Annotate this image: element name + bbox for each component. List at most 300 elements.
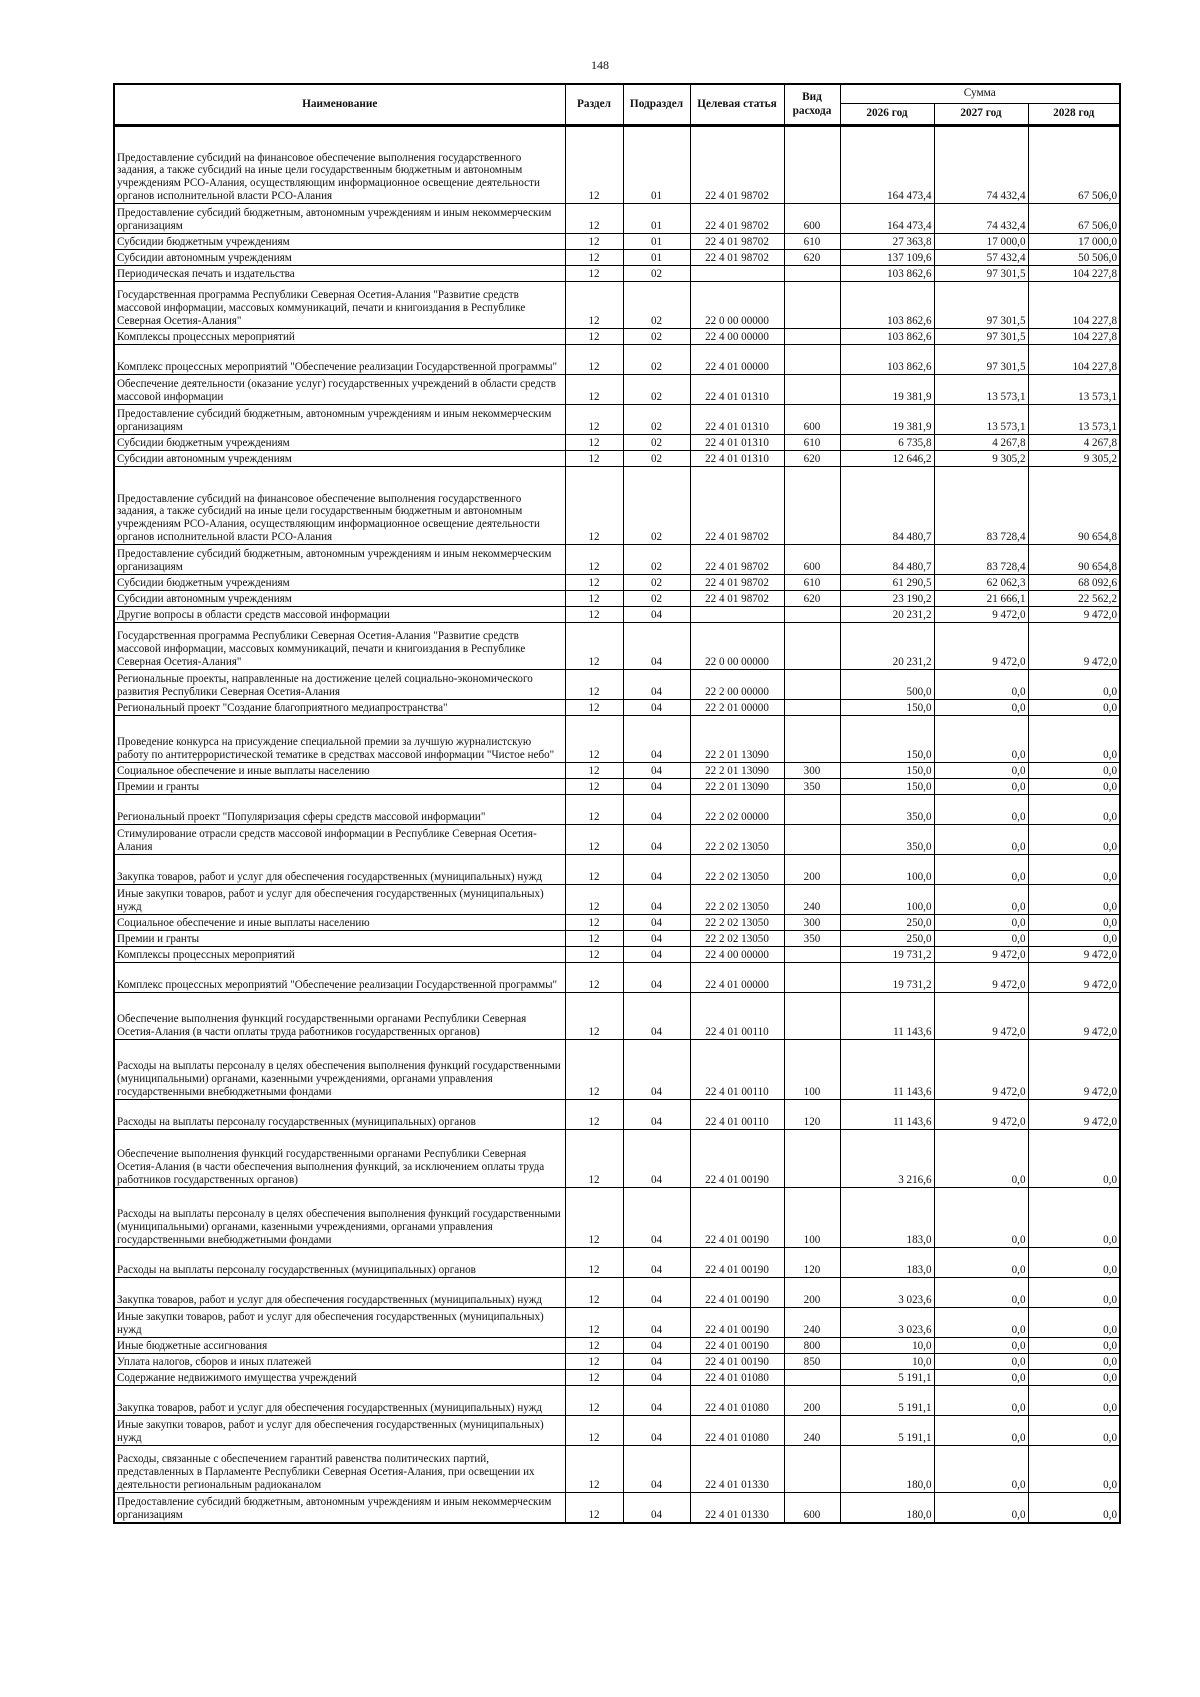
row-target: 22 4 01 98702: [690, 575, 784, 591]
row-subsection: 04: [623, 795, 690, 825]
row-name: Обеспечение деятельности (оказание услуг) государственных учреждений в области средств массовой информации: [114, 375, 565, 405]
row-target: 22 4 01 00110: [690, 1040, 784, 1100]
row-expense-type: 610: [784, 435, 840, 451]
row-sum-2026: 11 143,6: [840, 1040, 934, 1100]
row-target: [690, 266, 784, 282]
row-name: Социальное обеспечение и иные выплаты населению: [114, 763, 565, 779]
row-expense-type: [784, 1130, 840, 1188]
row-section: 12: [565, 1100, 623, 1130]
row-name: Уплата налогов, сборов и иных платежей: [114, 1354, 565, 1370]
row-sum-2026: 500,0: [840, 670, 934, 700]
row-sum-2026: 250,0: [840, 931, 934, 947]
row-sum-2027: 74 432,4: [934, 126, 1028, 204]
row-expense-type: [784, 825, 840, 855]
row-name: Субсидии бюджетным учреждениям: [114, 234, 565, 250]
row-name: Стимулирование отрасли средств массовой информации в Республике Северная Осетия-Алания: [114, 825, 565, 855]
row-section: 12: [565, 931, 623, 947]
row-name: Предоставление субсидий на финансовое обеспечение выполнения государственного задания, а также субсидий на иные цели государственным бюджетным и автономным учреждениям РСО-Алания, осуществляющим информационное освещение деятельности органов исполнительной власти РСО-Алания: [114, 126, 565, 204]
row-target: 22 0 00 00000: [690, 623, 784, 670]
row-section: 12: [565, 763, 623, 779]
row-subsection: 04: [623, 1040, 690, 1100]
row-subsection: 04: [623, 1278, 690, 1308]
row-subsection: 01: [623, 234, 690, 250]
row-sum-2028: 0,0: [1028, 670, 1120, 700]
row-sum-2026: 164 473,4: [840, 126, 934, 204]
table-row: [114, 282, 1120, 329]
table-row: [114, 700, 1120, 716]
row-sum-2026: 61 290,5: [840, 575, 934, 591]
row-sum-2028: 4 267,8: [1028, 435, 1120, 451]
row-expense-type: 600: [784, 204, 840, 234]
row-expense-type: 120: [784, 1248, 840, 1278]
table-row: [114, 1354, 1120, 1370]
row-sum-2027: 9 472,0: [934, 1100, 1028, 1130]
row-sum-2026: 350,0: [840, 795, 934, 825]
row-section: 12: [565, 1308, 623, 1338]
row-name: Иные закупки товаров, работ и услуг для обеспечения государственных (муниципальных) нужд: [114, 1416, 565, 1446]
row-subsection: 04: [623, 1248, 690, 1278]
table-row: [114, 1338, 1120, 1354]
row-sum-2027: 9 472,0: [934, 1040, 1028, 1100]
row-section: 12: [565, 963, 623, 993]
row-sum-2027: 9 305,2: [934, 451, 1028, 467]
row-subsection: 04: [623, 607, 690, 623]
row-sum-2026: 180,0: [840, 1493, 934, 1523]
row-section: 12: [565, 591, 623, 607]
row-name: Расходы, связанные с обеспечением гарантий равенства политических партий, представленных в Парламенте Республики Северная Осетия-Алания, при освещении их деятельности региональным радиоканалом: [114, 1446, 565, 1493]
row-sum-2027: 9 472,0: [934, 607, 1028, 623]
row-name: Предоставление субсидий на финансовое обеспечение выполнения государственного задания, а также субсидий на иные цели государственным бюджетным и автономным учреждениям РСО-Алания, осуществляющим информационное освещение деятельности органов исполнительной власти РСО-Алания: [114, 467, 565, 545]
row-sum-2026: 150,0: [840, 763, 934, 779]
row-target: 22 4 01 00190: [690, 1338, 784, 1354]
row-sum-2026: 150,0: [840, 779, 934, 795]
row-sum-2026: 103 862,6: [840, 329, 934, 345]
row-sum-2027: 0,0: [934, 915, 1028, 931]
row-section: 12: [565, 885, 623, 915]
row-sum-2027: 9 472,0: [934, 623, 1028, 670]
row-expense-type: 200: [784, 855, 840, 885]
row-section: 12: [565, 435, 623, 451]
row-sum-2027: 57 432,4: [934, 250, 1028, 266]
row-subsection: 04: [623, 1308, 690, 1338]
row-sum-2028: 0,0: [1028, 1386, 1120, 1416]
row-subsection: 01: [623, 250, 690, 266]
row-target: 22 4 01 01330: [690, 1493, 784, 1523]
row-expense-type: 240: [784, 1416, 840, 1446]
row-target: 22 4 00 00000: [690, 329, 784, 345]
row-sum-2027: 4 267,8: [934, 435, 1028, 451]
row-target: 22 4 00 00000: [690, 947, 784, 963]
row-name: Проведение конкурса на присуждение специальной премии за лучшую журналистскую работу по антитеррористической тематике в средствах массовой информации "Чистое небо": [114, 716, 565, 763]
table-row: [114, 1386, 1120, 1416]
row-section: 12: [565, 779, 623, 795]
row-name: Предоставление субсидий бюджетным, автономным учреждениям и иным некоммерческим организациям: [114, 405, 565, 435]
row-target: 22 2 02 00000: [690, 795, 784, 825]
row-sum-2027: 13 573,1: [934, 375, 1028, 405]
row-sum-2027: 0,0: [934, 670, 1028, 700]
row-expense-type: 600: [784, 545, 840, 575]
row-sum-2026: 19 381,9: [840, 405, 934, 435]
row-section: 12: [565, 451, 623, 467]
row-sum-2027: 0,0: [934, 1278, 1028, 1308]
row-expense-type: 350: [784, 931, 840, 947]
row-sum-2028: 9 472,0: [1028, 963, 1120, 993]
row-subsection: 04: [623, 1100, 690, 1130]
row-subsection: 02: [623, 266, 690, 282]
row-name: Содержание недвижимого имущества учреждений: [114, 1370, 565, 1386]
row-subsection: 02: [623, 345, 690, 375]
row-section: 12: [565, 126, 623, 204]
row-target: 22 2 01 13090: [690, 763, 784, 779]
row-sum-2027: 9 472,0: [934, 993, 1028, 1040]
row-subsection: 04: [623, 885, 690, 915]
row-sum-2027: 0,0: [934, 885, 1028, 915]
row-name: Региональный проект "Популяризация сферы средств массовой информации": [114, 795, 565, 825]
row-expense-type: [784, 993, 840, 1040]
row-subsection: 04: [623, 825, 690, 855]
row-target: 22 0 00 00000: [690, 282, 784, 329]
row-expense-type: [784, 670, 840, 700]
row-sum-2027: 62 062,3: [934, 575, 1028, 591]
row-name: Расходы на выплаты персоналу в целях обеспечения выполнения функций государственными (муниципальными) органами, казенными учреждениями, органами управления государственными внебюджетными фондами: [114, 1188, 565, 1248]
row-sum-2026: 3 216,6: [840, 1130, 934, 1188]
row-subsection: 02: [623, 451, 690, 467]
row-sum-2028: 13 573,1: [1028, 375, 1120, 405]
row-sum-2026: 150,0: [840, 716, 934, 763]
row-sum-2027: 83 728,4: [934, 467, 1028, 545]
row-section: 12: [565, 623, 623, 670]
row-name: Региональный проект "Создание благоприятного медиапространства": [114, 700, 565, 716]
row-sum-2026: 11 143,6: [840, 993, 934, 1040]
row-sum-2027: 0,0: [934, 1386, 1028, 1416]
row-target: 22 4 01 01080: [690, 1386, 784, 1416]
row-subsection: 02: [623, 405, 690, 435]
row-target: 22 4 01 01080: [690, 1370, 784, 1386]
row-name: Обеспечение выполнения функций государственными органами Республики Северная Осетия-Алания (в части обеспечения выполнения функций, за исключением оплаты труда работников государственных органов): [114, 1130, 565, 1188]
row-subsection: 02: [623, 435, 690, 451]
row-sum-2026: 27 363,8: [840, 234, 934, 250]
row-name: Иные закупки товаров, работ и услуг для обеспечения государственных (муниципальных) нужд: [114, 885, 565, 915]
row-sum-2028: 104 227,8: [1028, 266, 1120, 282]
row-sum-2026: 20 231,2: [840, 623, 934, 670]
budget-table: [113, 83, 1121, 1524]
row-sum-2027: 21 666,1: [934, 591, 1028, 607]
row-expense-type: [784, 345, 840, 375]
row-sum-2028: 0,0: [1028, 1248, 1120, 1278]
row-expense-type: 100: [784, 1188, 840, 1248]
row-sum-2028: 0,0: [1028, 931, 1120, 947]
row-sum-2027: 97 301,5: [934, 329, 1028, 345]
row-name: Государственная программа Республики Северная Осетия-Алания "Развитие средств массовой информации, массовых коммуникаций, печати и книгоиздания в Республике Северная Осетия-Алания": [114, 282, 565, 329]
row-target: 22 4 01 01310: [690, 435, 784, 451]
row-sum-2028: 22 562,2: [1028, 591, 1120, 607]
row-target: 22 4 01 00190: [690, 1278, 784, 1308]
row-sum-2028: 90 654,8: [1028, 467, 1120, 545]
row-section: 12: [565, 345, 623, 375]
table-row: [114, 607, 1120, 623]
table-row: [114, 266, 1120, 282]
row-name: Комплексы процессных мероприятий: [114, 947, 565, 963]
row-name: Закупка товаров, работ и услуг для обеспечения государственных (муниципальных) нужд: [114, 1386, 565, 1416]
row-sum-2028: 17 000,0: [1028, 234, 1120, 250]
row-expense-type: 850: [784, 1354, 840, 1370]
row-sum-2028: 0,0: [1028, 1370, 1120, 1386]
row-expense-type: 240: [784, 885, 840, 915]
row-subsection: 02: [623, 575, 690, 591]
row-sum-2028: 67 506,0: [1028, 204, 1120, 234]
row-sum-2028: 67 506,0: [1028, 126, 1120, 204]
row-target: 22 4 01 01080: [690, 1416, 784, 1446]
row-target: 22 4 01 98702: [690, 126, 784, 204]
row-subsection: 04: [623, 1446, 690, 1493]
row-expense-type: 200: [784, 1386, 840, 1416]
row-sum-2026: 23 190,2: [840, 591, 934, 607]
row-sum-2027: 9 472,0: [934, 963, 1028, 993]
row-target: 22 2 02 13050: [690, 915, 784, 931]
row-subsection: 04: [623, 1338, 690, 1354]
row-sum-2028: 0,0: [1028, 716, 1120, 763]
row-name: Субсидии бюджетным учреждениям: [114, 575, 565, 591]
table-row: [114, 126, 1120, 204]
header-sum: Сумма: [840, 84, 1120, 104]
row-expense-type: [784, 329, 840, 345]
row-section: 12: [565, 915, 623, 931]
row-sum-2028: 0,0: [1028, 1188, 1120, 1248]
row-name: Иные бюджетные ассигнования: [114, 1338, 565, 1354]
row-sum-2028: 0,0: [1028, 1354, 1120, 1370]
row-sum-2026: 3 023,6: [840, 1308, 934, 1338]
row-section: 12: [565, 1493, 623, 1523]
row-sum-2027: 17 000,0: [934, 234, 1028, 250]
row-expense-type: 600: [784, 1493, 840, 1523]
row-target: 22 4 01 01310: [690, 375, 784, 405]
row-section: 12: [565, 607, 623, 623]
row-sum-2027: 13 573,1: [934, 405, 1028, 435]
row-target: 22 4 01 01330: [690, 1446, 784, 1493]
table-row: [114, 670, 1120, 700]
row-name: Расходы на выплаты персоналу государственных (муниципальных) органов: [114, 1100, 565, 1130]
row-sum-2026: 183,0: [840, 1188, 934, 1248]
row-sum-2028: 0,0: [1028, 1446, 1120, 1493]
row-section: 12: [565, 1416, 623, 1446]
row-subsection: 02: [623, 375, 690, 405]
row-subsection: 04: [623, 993, 690, 1040]
row-target: 22 4 01 00110: [690, 1100, 784, 1130]
row-section: 12: [565, 1338, 623, 1354]
row-sum-2026: 12 646,2: [840, 451, 934, 467]
row-name: Закупка товаров, работ и услуг для обеспечения государственных (муниципальных) нужд: [114, 1278, 565, 1308]
row-sum-2028: 104 227,8: [1028, 329, 1120, 345]
row-section: 12: [565, 1446, 623, 1493]
row-section: 12: [565, 1248, 623, 1278]
row-target: 22 4 01 00110: [690, 993, 784, 1040]
row-section: 12: [565, 795, 623, 825]
table-body: [114, 126, 1120, 1523]
header-target: Целевая статья: [690, 84, 784, 126]
row-expense-type: [784, 963, 840, 993]
row-sum-2028: 0,0: [1028, 1416, 1120, 1446]
row-target: 22 4 01 00000: [690, 963, 784, 993]
row-name: Субсидии бюджетным учреждениям: [114, 435, 565, 451]
row-subsection: 04: [623, 700, 690, 716]
row-sum-2026: 6 735,8: [840, 435, 934, 451]
row-target: 22 2 02 13050: [690, 825, 784, 855]
row-name: Комплекс процессных мероприятий "Обеспечение реализации Государственной программы": [114, 963, 565, 993]
table-row: [114, 435, 1120, 451]
row-sum-2028: 9 472,0: [1028, 623, 1120, 670]
row-subsection: 04: [623, 931, 690, 947]
row-sum-2028: 0,0: [1028, 855, 1120, 885]
row-sum-2027: 0,0: [934, 1188, 1028, 1248]
row-section: 12: [565, 405, 623, 435]
header-year-2026: 2026 год: [840, 104, 934, 126]
row-target: 22 4 01 98702: [690, 545, 784, 575]
row-sum-2028: 90 654,8: [1028, 545, 1120, 575]
table-row: [114, 467, 1120, 545]
row-name: Закупка товаров, работ и услуг для обеспечения государственных (муниципальных) нужд: [114, 855, 565, 885]
row-sum-2027: 0,0: [934, 795, 1028, 825]
row-expense-type: [784, 375, 840, 405]
row-name: Периодическая печать и издательства: [114, 266, 565, 282]
row-sum-2026: 5 191,1: [840, 1370, 934, 1386]
row-subsection: 04: [623, 1493, 690, 1523]
table-row: [114, 204, 1120, 234]
row-expense-type: 620: [784, 591, 840, 607]
row-sum-2027: 0,0: [934, 1354, 1028, 1370]
row-subsection: 04: [623, 1130, 690, 1188]
row-name: Предоставление субсидий бюджетным, автономным учреждениям и иным некоммерческим организациям: [114, 1493, 565, 1523]
table-row: [114, 1188, 1120, 1248]
page-number: 148: [591, 58, 609, 72]
row-sum-2027: 0,0: [934, 763, 1028, 779]
row-sum-2028: 0,0: [1028, 700, 1120, 716]
header-expense-type: Вид расхода: [784, 84, 840, 126]
row-section: 12: [565, 204, 623, 234]
row-section: 12: [565, 1354, 623, 1370]
table-row: [114, 1278, 1120, 1308]
table-row: [114, 795, 1120, 825]
row-sum-2027: 0,0: [934, 1446, 1028, 1493]
row-sum-2028: 0,0: [1028, 1308, 1120, 1338]
row-sum-2028: 104 227,8: [1028, 282, 1120, 329]
row-section: 12: [565, 545, 623, 575]
table-row: [114, 825, 1120, 855]
header-year-2027: 2027 год: [934, 104, 1028, 126]
row-sum-2027: 97 301,5: [934, 345, 1028, 375]
row-sum-2027: 0,0: [934, 1248, 1028, 1278]
row-name: Обеспечение выполнения функций государственными органами Республики Северная Осетия-Алания (в части оплаты труда работников государственных органов): [114, 993, 565, 1040]
row-section: 12: [565, 716, 623, 763]
row-target: 22 4 01 00190: [690, 1188, 784, 1248]
table-row: [114, 1370, 1120, 1386]
row-sum-2026: 84 480,7: [840, 467, 934, 545]
table-row: [114, 1493, 1120, 1523]
row-target: 22 2 02 13050: [690, 855, 784, 885]
row-expense-type: [784, 700, 840, 716]
row-sum-2027: 0,0: [934, 700, 1028, 716]
row-sum-2028: 0,0: [1028, 779, 1120, 795]
row-target: 22 4 01 00190: [690, 1130, 784, 1188]
row-expense-type: [784, 623, 840, 670]
row-section: 12: [565, 947, 623, 963]
row-sum-2027: 0,0: [934, 1370, 1028, 1386]
row-sum-2026: 10,0: [840, 1354, 934, 1370]
row-sum-2026: 10,0: [840, 1338, 934, 1354]
row-expense-type: 120: [784, 1100, 840, 1130]
row-target: 22 2 01 13090: [690, 779, 784, 795]
row-section: 12: [565, 700, 623, 716]
row-name: Комплекс процессных мероприятий "Обеспечение реализации Государственной программы": [114, 345, 565, 375]
row-expense-type: 610: [784, 575, 840, 591]
table-row: [114, 1248, 1120, 1278]
row-name: Комплексы процессных мероприятий: [114, 329, 565, 345]
row-sum-2028: 0,0: [1028, 1278, 1120, 1308]
row-subsection: 04: [623, 855, 690, 885]
table-row: [114, 234, 1120, 250]
row-subsection: 04: [623, 1386, 690, 1416]
row-expense-type: [784, 1370, 840, 1386]
header-year-2028: 2028 год: [1028, 104, 1120, 126]
row-target: [690, 607, 784, 623]
row-target: 22 4 01 98702: [690, 204, 784, 234]
row-sum-2026: 100,0: [840, 855, 934, 885]
row-section: 12: [565, 825, 623, 855]
table-header: [114, 84, 1120, 126]
row-sum-2028: 9 305,2: [1028, 451, 1120, 467]
row-section: 12: [565, 266, 623, 282]
table-row: [114, 405, 1120, 435]
row-name: Премии и гранты: [114, 779, 565, 795]
row-section: 12: [565, 329, 623, 345]
row-sum-2027: 97 301,5: [934, 282, 1028, 329]
header-section: Раздел: [565, 84, 623, 126]
row-target: 22 4 01 98702: [690, 250, 784, 266]
table-row: [114, 947, 1120, 963]
table-row: [114, 591, 1120, 607]
table-row: [114, 763, 1120, 779]
row-expense-type: 300: [784, 763, 840, 779]
table-row: [114, 885, 1120, 915]
row-sum-2026: 180,0: [840, 1446, 934, 1493]
table-row: [114, 329, 1120, 345]
row-sum-2026: 103 862,6: [840, 266, 934, 282]
row-expense-type: 200: [784, 1278, 840, 1308]
row-target: 22 2 00 00000: [690, 670, 784, 700]
table-row: [114, 915, 1120, 931]
row-sum-2026: 84 480,7: [840, 545, 934, 575]
row-subsection: 02: [623, 282, 690, 329]
row-sum-2028: 9 472,0: [1028, 993, 1120, 1040]
table-row: [114, 1100, 1120, 1130]
row-sum-2026: 103 862,6: [840, 345, 934, 375]
row-subsection: 04: [623, 763, 690, 779]
table-row: [114, 345, 1120, 375]
row-sum-2026: 5 191,1: [840, 1416, 934, 1446]
row-expense-type: 610: [784, 234, 840, 250]
row-expense-type: 600: [784, 405, 840, 435]
row-target: 22 4 01 98702: [690, 467, 784, 545]
row-subsection: 04: [623, 947, 690, 963]
row-section: 12: [565, 234, 623, 250]
row-expense-type: 620: [784, 451, 840, 467]
row-sum-2026: 350,0: [840, 825, 934, 855]
row-sum-2026: 19 381,9: [840, 375, 934, 405]
row-section: 12: [565, 1386, 623, 1416]
row-expense-type: [784, 947, 840, 963]
row-subsection: 04: [623, 779, 690, 795]
table-row: [114, 716, 1120, 763]
row-name: Расходы на выплаты персоналу в целях обеспечения выполнения функций государственными (муниципальными) органами, казенными учреждениями, органами управления государственными внебюджетными фондами: [114, 1040, 565, 1100]
